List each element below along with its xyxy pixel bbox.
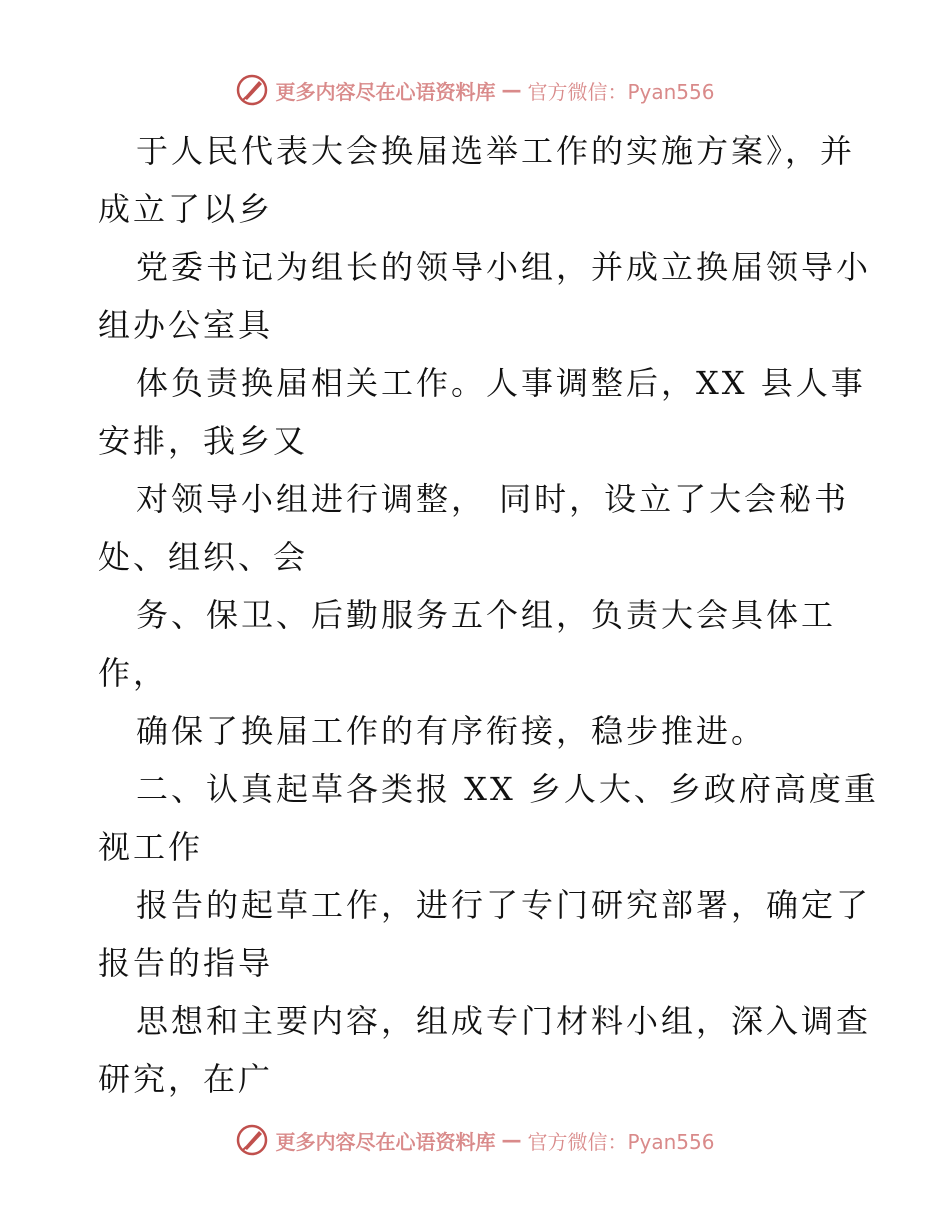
- document-body: [98, 122, 879, 1108]
- text-line: 于人民代表大会换届选举工作的实施方案》，并: [136, 132, 856, 170]
- quill-seal-icon: [235, 73, 269, 107]
- text-line: 确保了换届工作的有序衔接，稳步推进。: [136, 712, 767, 750]
- banner-wechat: 官方微信：Pyan556: [527, 1129, 715, 1154]
- text-line: 报告的指导: [98, 944, 274, 982]
- text-line: 对领导小组进行调整， 同时，设立了大会秘书: [136, 480, 850, 518]
- banner-dash: —: [501, 1128, 522, 1152]
- text-line: 报告的起草工作，进行了专门研究部署，确定了: [136, 886, 872, 924]
- text-line: 安排，我乡又: [98, 422, 309, 460]
- banner-wechat: 官方微信：Pyan556: [527, 79, 715, 104]
- banner-dash: —: [501, 78, 522, 102]
- text-line: 成立了以乡: [98, 190, 274, 228]
- text-line: 思想和主要内容，组成专门材料小组，深入调查: [136, 1002, 872, 1040]
- banner-title: 更多内容尽在心语资料库: [275, 1129, 496, 1154]
- text-line: 组办公室具: [98, 306, 274, 344]
- banner-title: 更多内容尽在心语资料库: [275, 79, 496, 104]
- text-line: 党委书记为组长的领导小组，并成立换届领导小: [136, 248, 872, 286]
- text-line: 二、认真起草各类报 XX 乡人大、乡政府高度重: [136, 770, 879, 808]
- text-line: 作，: [98, 654, 169, 692]
- text-line: 务、保卫、后勤服务五个组，负责大会具体工: [136, 596, 837, 634]
- text-line: 体负责换届相关工作。人事调整后，XX 县人事: [136, 364, 866, 402]
- header-watermark-banner: [0, 68, 950, 112]
- quill-seal-icon: [235, 1123, 269, 1157]
- footer-watermark-banner: [0, 1118, 950, 1162]
- text-line: 处、组织、会: [98, 538, 309, 576]
- text-line: 研究，在广: [98, 1060, 274, 1098]
- text-line: 视工作: [98, 828, 204, 866]
